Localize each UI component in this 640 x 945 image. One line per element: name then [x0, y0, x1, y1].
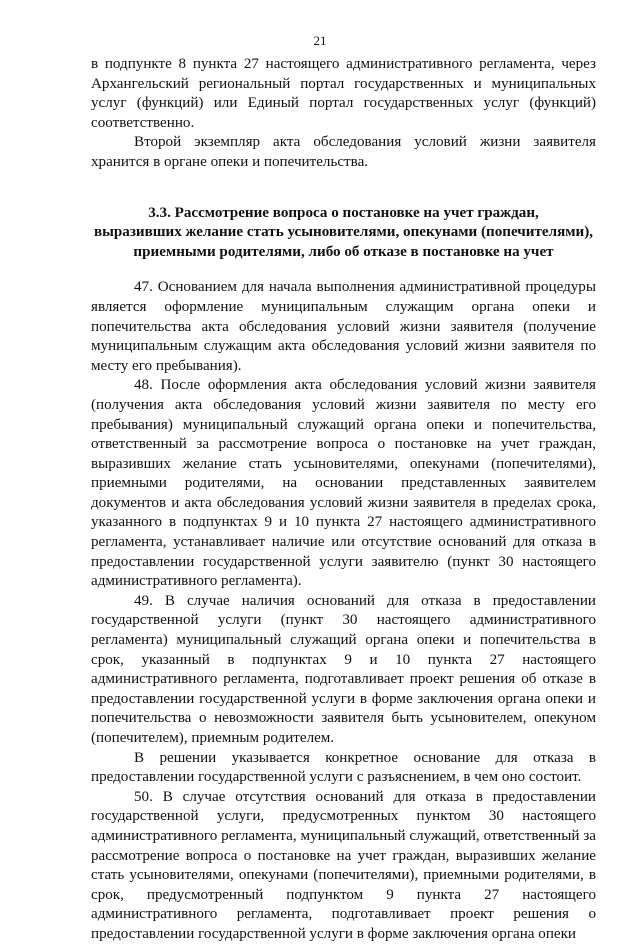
paragraph-47: 47. Основанием для начала выполнения административной процедуры является оформление муниципальным служащим органа опеки и попечительства акта обследования условий жизни заявителя (получение муниципальным служащим акта обследования условий жизни заявителя по месту его пребывания). [91, 279, 596, 374]
page-number: 21 [313, 33, 327, 48]
paragraph-second-copy: Второй экземпляр акта обследования условий жизни заявителя хранится в органе опеки и попечительства. [91, 134, 596, 170]
paragraph-50: 50. В случае отсутствия оснований для отказа в предоставлении государственной услуги, предусмотренных пунктом 30 настоящего административного регламента, муниципальный служащий, ответственный за рассмотрение вопроса о постановке на учет граждан, выразивших желание стать усыновителями, опекунами (попечителями), приемными родителями, в срок, предусмотренный подпунктом 9 пункта 27 настоящего административного регламента, подготавливает проект решения о предоставлении государственной услуги в форме заключения органа опеки [91, 788, 596, 942]
section-heading [91, 204, 596, 263]
paragraph-49: 49. В случае наличия оснований для отказа в предоставлении государственной услуги (пункт 30 настоящего административного регламента) муниципальный служащий органа опеки и попечительства в срок, указанный в подпунктах 9 и 10 пункта 27 настоящего административного регламента, подготавливает проект решения об отказе в предоставлении государственной услуги в форме заключения органа опеки и попечительства о невозможности заявителя быть усыновителем, опекуном (попечителем), приемным родителем. [91, 592, 596, 746]
paragraph-48: 48. После оформления акта обследования условий жизни заявителя (получения акта обследования условий жизни заявителя по месту его пребывания) муниципальный служащий органа опеки и попечительства, ответственный за рассмотрение вопроса о постановке на учет граждан, выразивших желание стать усыновителями, опекунами (попечителями), приемными родителями, на основании представленных заявителем документов и акта обследования условий жизни заявителя в пределах срока, указанного в подпунктах 9 и 10 пункта 27 настоящего административного регламента, устанавливает наличие или отсутствие оснований для отказа в предоставлении государственной услуги заявителю (пункт 30 настоящего административного регламента). [91, 377, 596, 590]
section-heading-line-1: 3.3. Рассмотрение вопроса о постановке на учет граждан, [148, 204, 539, 221]
section-heading-line-3: приемными родителями, либо об отказе в постановке на учет [133, 243, 554, 260]
paragraph-continuation: в подпункте 8 пункта 27 настоящего административного регламента, через Архангельский региональный портал государственных и муниципальных услуг (функций) или Единый портал государственных услуг (функций) соответственно. [91, 56, 596, 131]
section-heading-line-2: выразивших желание стать усыновителями, опекунами (попечителями), [93, 224, 594, 241]
paragraph-refusal-reason: В решении указывается конкретное основание для отказа в предоставлении государственной услуги с разъяснением, в чем оно состоит. [91, 749, 596, 786]
document-body [91, 55, 596, 945]
